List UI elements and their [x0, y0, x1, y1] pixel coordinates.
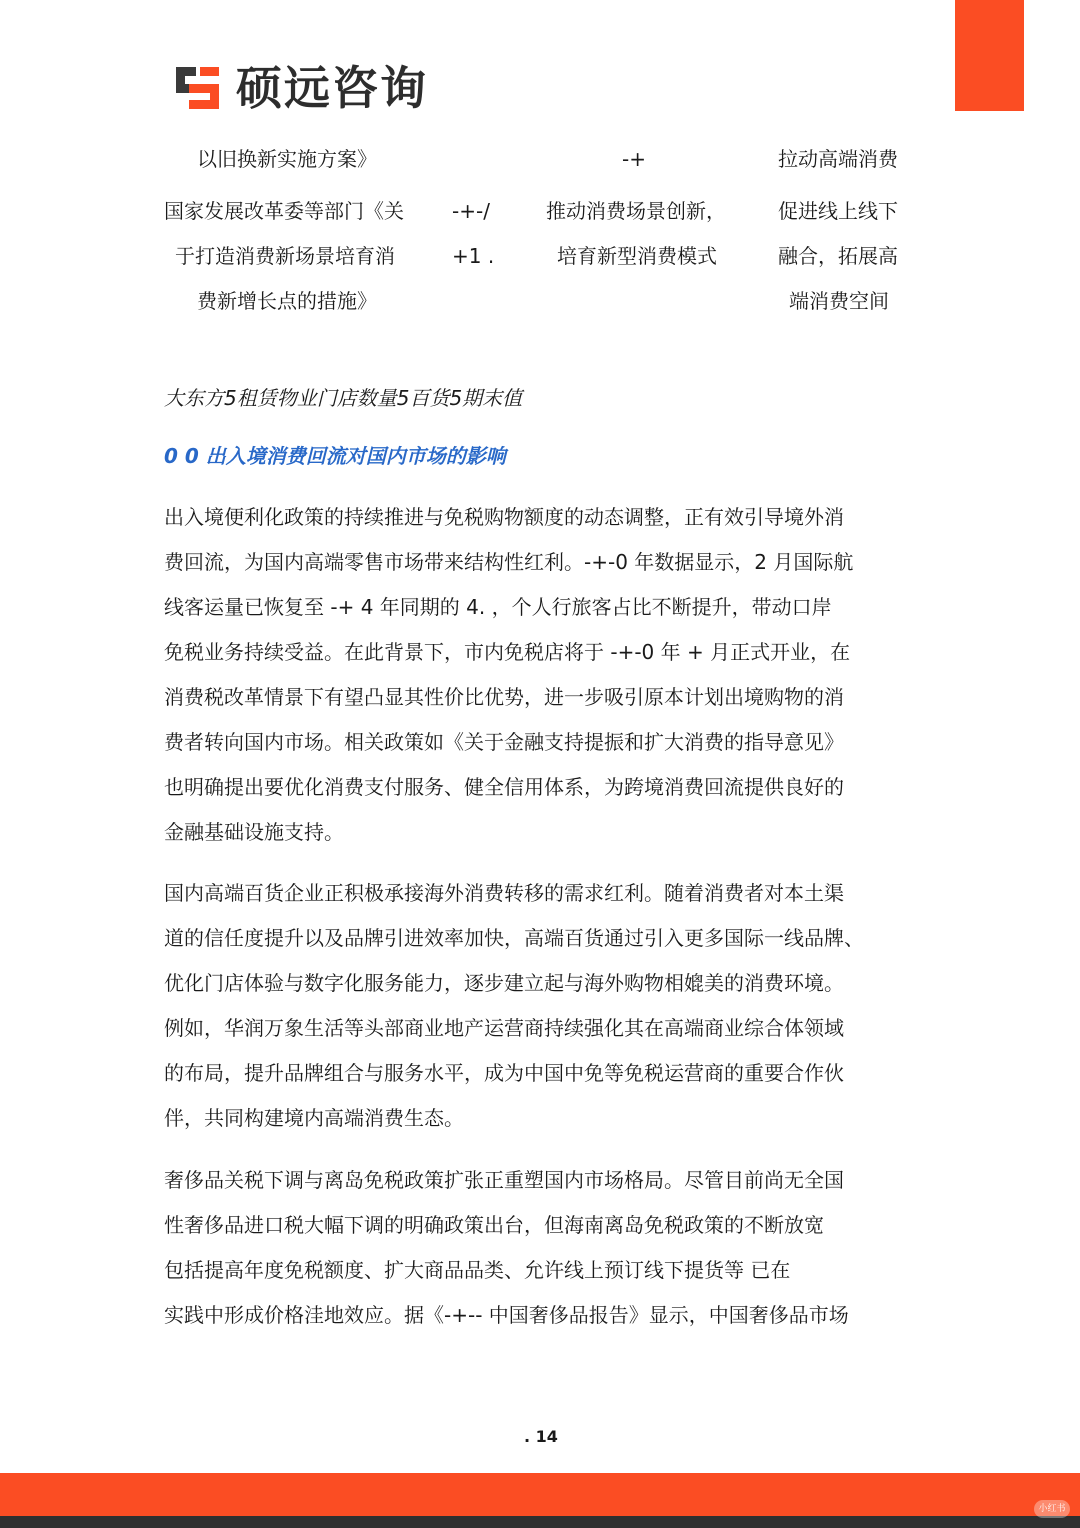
paragraph-line: 免税业务持续受益。在此背景下，市内免税店将于 -+-0 年 + 月正式开业，在: [164, 640, 851, 664]
paragraph-line: 也明确提出要优化消费支付服务、健全信用体系，为跨境消费回流提供良好的: [164, 775, 844, 799]
table-cell-date-2: +1 .: [452, 244, 495, 268]
page-number: . 14: [524, 1427, 558, 1446]
section-heading: 0 0 出入境消费回流对国内市场的影响: [164, 444, 506, 468]
paragraph-line: 费者转向国内市场。相关政策如《关于金融支持提振和扩大消费的指导意见》: [164, 730, 844, 754]
watermark-badge: 小红书: [1034, 1500, 1070, 1518]
table-cell-policy-1: 以旧换新实施方案》: [197, 147, 377, 171]
table-cell-content-2: 推动消费场景创新，: [546, 199, 726, 223]
table-cell-content-2: 培育新型消费模式: [557, 244, 717, 268]
paragraph-line: 奢侈品关税下调与离岛免税政策扩张正重塑国内市场格局。尽管目前尚无全国: [164, 1168, 844, 1192]
footer-dark-strip: [0, 1516, 1080, 1528]
corner-accent-block: [955, 0, 1024, 111]
paragraph-line: 例如，华润万象生活等头部商业地产运营商持续强化其在高端商业综合体领域: [164, 1016, 844, 1040]
table-cell-impact-2: 端消费空间: [789, 289, 889, 313]
logo-mark-icon: [176, 63, 226, 113]
paragraph-line: 出入境便利化政策的持续推进与免税购物额度的动态调整，正有效引导境外消: [164, 505, 844, 529]
paragraph-line: 道的信任度提升以及品牌引进效率加快，高端百货通过引入更多国际一线品牌、: [164, 926, 864, 950]
paragraph-line: 金融基础设施支持。: [164, 820, 344, 844]
paragraph-line: 的布局，提升品牌组合与服务水平，成为中国中免等免税运营商的重要合作伙: [164, 1061, 844, 1085]
paragraph-line: 费回流，为国内高端零售市场带来结构性红利。-+-0 年数据显示，2 月国际航: [164, 550, 854, 574]
footer-accent-bar: [0, 1473, 1080, 1516]
table-cell-impact-1: 拉动高端消费: [778, 147, 898, 171]
body-paragraph: [164, 1158, 924, 1338]
paragraph-line: 伴，共同构建境内高端消费生态。: [164, 1106, 464, 1130]
table-cell-policy-2: 费新增长点的措施》: [197, 289, 377, 313]
paragraph-line: 国内高端百货企业正积极承接海外消费转移的需求红利。随着消费者对本土渠: [164, 881, 844, 905]
body-paragraph: [164, 495, 924, 855]
body-paragraph: [164, 871, 924, 1141]
paragraph-line: 性奢侈品进口税大幅下调的明确政策出台，但海南离岛免税政策的不断放宽: [164, 1213, 824, 1237]
table-cell-policy-2: 国家发展改革委等部门《关: [164, 199, 404, 223]
chart-caption: 大东方5租赁物业门店数量5百货5期末值: [164, 386, 523, 410]
table-cell-impact-2: 融合，拓展高: [778, 244, 898, 268]
paragraph-line: 消费税改革情景下有望凸显其性价比优势，进一步吸引原本计划出境购物的消: [164, 685, 844, 709]
brand-name: 硕远咨询: [236, 61, 428, 115]
paragraph-line: 优化门店体验与数字化服务能力，逐步建立起与海外购物相媲美的消费环境。: [164, 971, 844, 995]
table-cell-date-2: -+-/: [452, 199, 490, 223]
table-cell-impact-2: 促进线上线下: [778, 199, 898, 223]
paragraph-line: 线客运量已恢复至 -+ 4 年同期的 4. ，个人行旅客占比不断提升，带动口岸: [164, 595, 832, 619]
table-cell-policy-2: 于打造消费新场景培育消: [175, 244, 395, 268]
brand-logo: [176, 58, 428, 118]
paragraph-line: 包括提高年度免税额度、扩大商品品类、允许线上预订线下提货等 已在: [164, 1258, 791, 1282]
paragraph-line: 实践中形成价格洼地效应。据《-+-- 中国奢侈品报告》显示，中国奢侈品市场: [164, 1303, 849, 1327]
table-cell-date-1: -+: [622, 147, 646, 171]
